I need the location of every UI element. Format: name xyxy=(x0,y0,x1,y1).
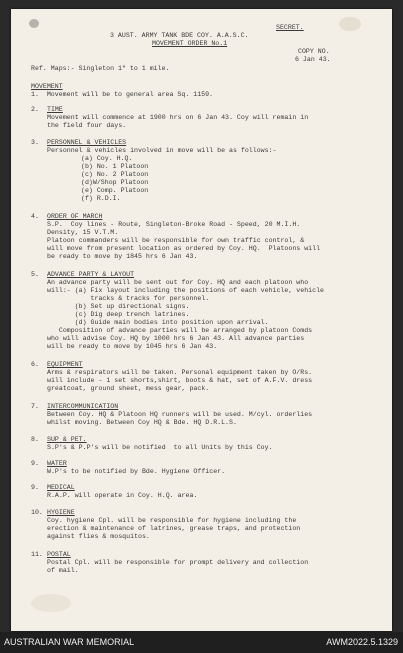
section-line: Arms & respirators will be taken. Personal equipment taken by O/Rs. xyxy=(47,369,313,376)
section-line: (d) Guide main bodies into position upon arrival. xyxy=(47,319,269,326)
section-line: will be ready to move by 1045 hrs 6 Jan 43. xyxy=(47,343,218,350)
section-heading: ORDER OF MARCH xyxy=(47,213,103,220)
order-title: MOVEMENT ORDER No.1 xyxy=(152,40,228,47)
section-number: 5. xyxy=(31,271,39,278)
section-heading: POSTAL xyxy=(47,551,71,558)
section-line: Density, 15 V.T.M. xyxy=(47,229,119,236)
section-number: 8. xyxy=(31,436,39,443)
list-item: (e) Comp. Platoon xyxy=(81,187,149,194)
section-number: 3. xyxy=(31,139,39,146)
section-line: greatcoat, ground sheet, mess gear, pack. xyxy=(47,385,210,392)
list-item: (d)W/Shop Platoon xyxy=(81,179,149,186)
section-line: W.P's to be notified by Bde. Hygiene Officer. xyxy=(47,468,226,475)
section-line: R.A.P. will operate in Coy. H.Q. area. xyxy=(47,492,198,499)
section-line: Personnel & vehicles involved in move will be as follows:- xyxy=(47,147,277,154)
section-line: be ready to move by 1845 hrs 6 Jan 43. xyxy=(47,253,198,260)
section-heading: SUP & PET. xyxy=(47,436,87,443)
order-date: 6 Jan 43. xyxy=(295,56,331,63)
section-heading: INTERCOMMUNICATION xyxy=(47,403,119,410)
section-line: (b) Set up directional signs. xyxy=(47,303,190,310)
list-item: (c) No. 2 Platoon xyxy=(81,171,149,178)
section-line: tracks & tracks for personnel. xyxy=(47,295,210,302)
classification: SECRET. xyxy=(276,24,304,31)
section-line: Coy. hygiene Cpl. will be responsible for hygiene including the xyxy=(47,517,297,524)
section-text: 1. Movement will be to general area Sq. 1159. xyxy=(31,91,214,98)
accession-number: AWM2022.5.1329 xyxy=(326,637,398,647)
section-heading: PERSONNEL & VEHICLES xyxy=(47,139,127,146)
section-heading: MOVEMENT xyxy=(31,83,63,90)
unit-title: 3 AUST. ARMY TANK BDE COY. A.A.S.C. xyxy=(110,32,249,39)
list-item: (f) R.D.I. xyxy=(81,195,121,202)
movement-order-text xyxy=(11,9,392,631)
list-item: (a) Coy. H.Q. xyxy=(81,155,133,162)
section-number: 6. xyxy=(31,361,39,368)
section-line: the field four days. xyxy=(47,122,127,129)
reference-maps: Ref. Maps:- Singleton 1" to 1 mile. xyxy=(31,65,170,72)
document-page xyxy=(11,9,392,631)
section-line: Movement will commence at 1900 hrs on 6 Jan 43. Coy will remain in xyxy=(47,114,309,121)
section-heading: WATER xyxy=(47,460,67,467)
section-number: 2. xyxy=(31,106,39,113)
section-number: 9. xyxy=(31,484,39,491)
section-line: Platoon commanders will be responsible for own traffic control, & xyxy=(47,237,305,244)
institution-label: AUSTRALIAN WAR MEMORIAL xyxy=(4,637,135,647)
section-number: 10. xyxy=(31,509,43,516)
section-line: S.P. Coy lines - Route, Singleton-Broke Road - Speed, 20 M.I.H. xyxy=(47,221,301,228)
copy-number: COPY NO. xyxy=(298,48,330,55)
section-line: will include - 1 set shorts,shirt, boots & hat, set of A.F.V. dress xyxy=(47,377,313,384)
section-line: will move from present location as ordered by Coy. HQ. Platoons will xyxy=(47,245,321,252)
section-line: against flies & mosquitos. xyxy=(47,533,150,540)
section-line: Postal Cpl. will be responsible for prompt delivery and collection xyxy=(47,559,309,566)
section-line: will:- (a) Fix layout including the positions of each vehicle, vehicle xyxy=(47,287,324,294)
section-line: erection & maintenance of latrines, grease traps, and protection xyxy=(47,525,301,532)
archive-footer xyxy=(0,632,403,653)
section-heading: ADVANCE PARTY & LAYOUT xyxy=(47,271,135,278)
section-heading: HYGIENE xyxy=(47,509,75,516)
section-line: Between Coy. HQ & Platoon HQ runners will be used. M/cyl. orderlies xyxy=(47,411,313,418)
section-line: S.P's & P.P's will be notified to all Units by this Coy. xyxy=(47,444,273,451)
section-number: 9. xyxy=(31,460,39,467)
section-heading: TIME xyxy=(47,106,63,113)
section-line: An advance party will be sent out for Coy. HQ and each platoon who xyxy=(47,279,309,286)
section-line: whilst moving. Between Coy HQ & Bde. HQ D.R.L.S. xyxy=(47,419,237,426)
section-line: Composition of advance parties will be arranged by platoon Comds xyxy=(47,327,313,334)
section-number: 7. xyxy=(31,403,39,410)
section-line: of mail. xyxy=(47,567,79,574)
section-heading: MEDICAL xyxy=(47,484,75,491)
section-line: who will advise Coy. HQ by 1000 hrs 6 Jan 43. All advance parties xyxy=(47,335,305,342)
section-heading: EQUIPMENT xyxy=(47,361,83,368)
section-number: 4. xyxy=(31,213,39,220)
section-line: (c) Dig deep trench latrines. xyxy=(47,311,190,318)
list-item: (b) No. 1 Platoon xyxy=(81,163,149,170)
section-number: 11. xyxy=(31,551,43,558)
